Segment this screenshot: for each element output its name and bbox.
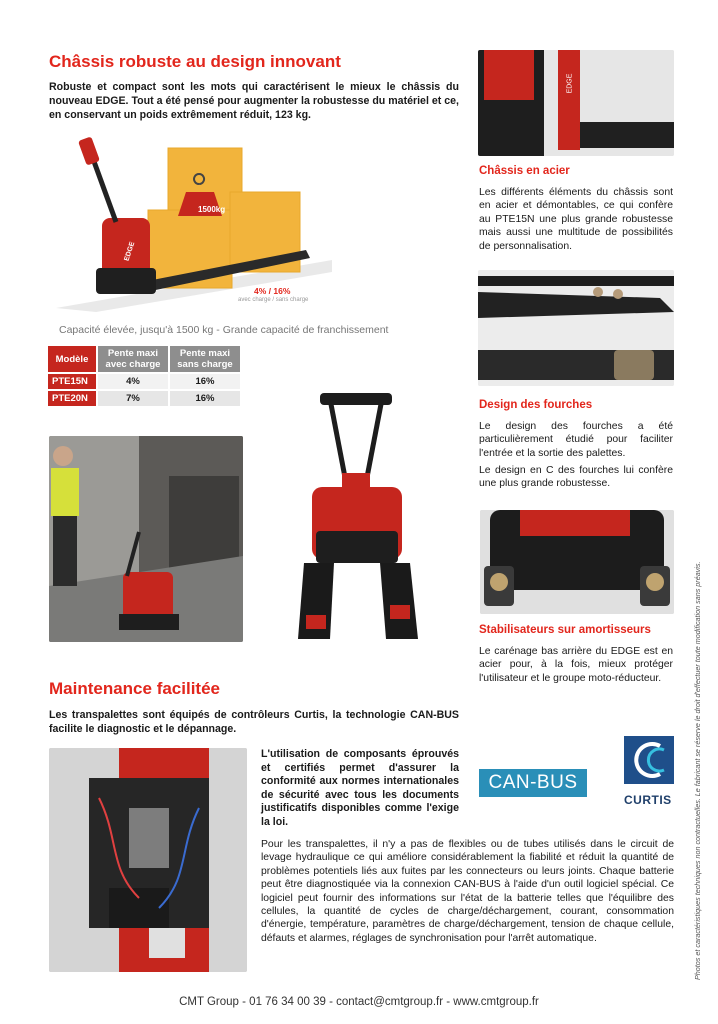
pallet-truck-photo (290, 393, 426, 643)
curtis-logo-text: CURTIS (624, 793, 672, 807)
truck-brand: EDGE (123, 240, 137, 263)
col-header-with-load: Pente maxi avec charge (98, 346, 168, 372)
forks-title: Design des fourches (479, 399, 593, 411)
chassis-illustration (56, 132, 332, 312)
stabilizers-text: Le carénage bas arrière du EDGE est en acier pour, à la fois, mieux protéger l'utilisateur et le groupe moto-réducteur. (479, 646, 673, 684)
spec-table (46, 344, 242, 408)
weight-label: 1500kg (198, 205, 226, 214)
chassis-intro: Robuste et compact sont les mots qui caractérisent le mieux le châssis du nouveau EDGE. Tout a été pensé pour augmenter la robustesse du matériel et ce, en conservant un poids extrêmement réduit, 123 kg. (49, 81, 459, 121)
steel-text: Les différents éléments du châssis sont en acier et démontables, ce qui confère au PTE15N une plus grande robustesse mais aussi une multitude de possibilités de personnalisation. (479, 187, 673, 252)
table-row: PTE15N 4% 16% (48, 374, 240, 389)
side-note: Photos et caractéristiques techniques non contractuelles. Le fabricant se réserve le droit d'effectuer toute modification sans préavis. (693, 561, 702, 980)
steel-brand: EDGE (566, 73, 574, 94)
maintenance-highlight: L'utilisation de composants éprouvés et certifiés permet d'assurer la conformité aux normes internationales de sécurité avec tous les documents justificatifs disponibles comme l'exige la loi. (261, 748, 459, 828)
forks-text-2: Le design en C des fourches lui confère une plus grande robustesse. (479, 465, 673, 490)
col-header-model: Modèle (48, 346, 96, 372)
slope-values: 4% / 16% (254, 286, 291, 296)
slope-caption: avec charge / sans charge (238, 297, 309, 303)
forks-photo (478, 270, 674, 386)
maintenance-lead: Les transpalettes sont équipés de contrôleurs Curtis, la technologie CAN-BUS facilite le diagnostic et le dépannage. (49, 709, 459, 735)
maintenance-body: Pour les transpalettes, il n'y a pas de flexibles ou de tubes utilisés dans le circuit de levage hydraulique ce qui améliore considérablement la fiabilité et réduit la quantité de problèmes potentiels liés aux fuites par les connecteurs ou leurs joints. Chaque batterie peut être diagnostiquée via la connexion CAN-BUS à l'aide d'un outil logiciel spécial. Ce logiciel peut fournir des informations sur l'état de la batterie telles que l'équilibre des cellules, la quantité de cycles de charge/déchargement, courant, consommation d'énergie, température, paramètres de charge/déchargement, tension de chaque cellule, défauts et alarmes, réglages de synchronisation pour l'arrêt automatique. (261, 839, 674, 944)
steel-chassis-photo (478, 50, 674, 156)
maintenance-title: Maintenance facilitée (49, 679, 221, 698)
footer-contact: CMT Group - 01 76 34 00 39 - contact@cmtgroup.fr - www.cmtgroup.fr (179, 996, 539, 1008)
steel-title: Châssis en acier (479, 165, 570, 177)
chassis-title: Châssis robuste au design innovant (49, 52, 341, 71)
chassis-caption: Capacité élevée, jusqu'à 1500 kg - Grande capacité de franchissement (59, 324, 389, 336)
worker-photo (49, 436, 243, 642)
stabilizers-photo (480, 510, 674, 614)
curtis-icon (624, 736, 674, 784)
controller-photo (49, 748, 247, 972)
stabilizers-title: Stabilisateurs sur amortisseurs (479, 624, 651, 636)
table-row: PTE20N 7% 16% (48, 391, 240, 406)
canbus-logo: CAN-BUS (479, 769, 587, 797)
forks-text-1: Le design des fourches a été particulièrement étudié pour faciliter l'entrée et la sortie des palettes. (479, 421, 673, 459)
curtis-logo (624, 736, 674, 806)
col-header-without-load: Pente maxi sans charge (170, 346, 240, 372)
